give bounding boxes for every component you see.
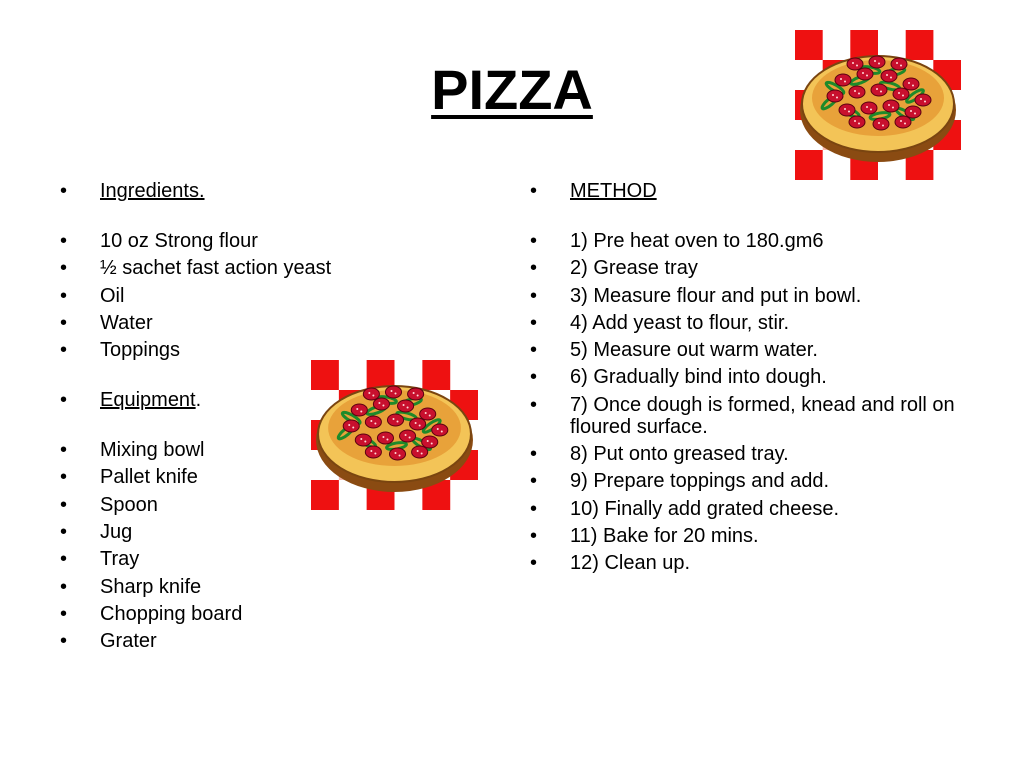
list-item: • Sharp knife bbox=[60, 576, 360, 598]
list-item: • Grater bbox=[60, 630, 360, 652]
list-item: • 10 oz Strong flour bbox=[60, 230, 360, 252]
method-heading bbox=[530, 180, 970, 202]
pizza-icon bbox=[311, 360, 478, 510]
method-step: • 8) Put onto greased tray. bbox=[530, 443, 970, 465]
list-item: • Spoon bbox=[60, 494, 360, 516]
list-item: • Chopping board bbox=[60, 603, 360, 625]
list-item: • Pallet knife bbox=[60, 466, 360, 488]
method-step: • 9) Prepare toppings and add. bbox=[530, 470, 970, 492]
method-step: • 7) Once dough is formed, knead and roll on floured surface. bbox=[530, 394, 970, 438]
method-step: • 1) Pre heat oven to 180.gm6 bbox=[530, 230, 970, 252]
ingredients-heading bbox=[60, 180, 360, 202]
pizza-icon bbox=[795, 30, 961, 180]
method-step: • 3) Measure flour and put in bowl. bbox=[530, 285, 970, 307]
equipment-heading-suffix: . bbox=[195, 389, 202, 412]
method-step: • 5) Measure out warm water. bbox=[530, 339, 970, 361]
method-step: • 2) Grease tray bbox=[530, 257, 970, 279]
list-item: • ½ sachet fast action yeast bbox=[60, 257, 360, 279]
method-heading-text: METHOD bbox=[570, 180, 657, 202]
method-step: • 4) Add yeast to flour, stir. bbox=[530, 312, 970, 334]
list-item: • Tray bbox=[60, 548, 360, 570]
page-title: PIZZA bbox=[431, 58, 593, 121]
method-step: • 10) Finally add grated cheese. bbox=[530, 498, 970, 520]
method-step: • 11) Bake for 20 mins. bbox=[530, 525, 970, 547]
method-list bbox=[530, 180, 970, 580]
equipment-heading-text: Equipment bbox=[100, 389, 196, 412]
list-item: • Oil bbox=[60, 285, 360, 307]
list-item: • Water bbox=[60, 312, 360, 334]
method-step: • 12) Clean up. bbox=[530, 552, 970, 574]
ingredients-heading-text: Ingredients. bbox=[100, 180, 205, 202]
list-item: • Toppings bbox=[60, 339, 360, 361]
method-step: • 6) Gradually bind into dough. bbox=[530, 366, 970, 388]
list-item: • Mixing bowl bbox=[60, 439, 360, 461]
list-item: • Jug bbox=[60, 521, 360, 543]
